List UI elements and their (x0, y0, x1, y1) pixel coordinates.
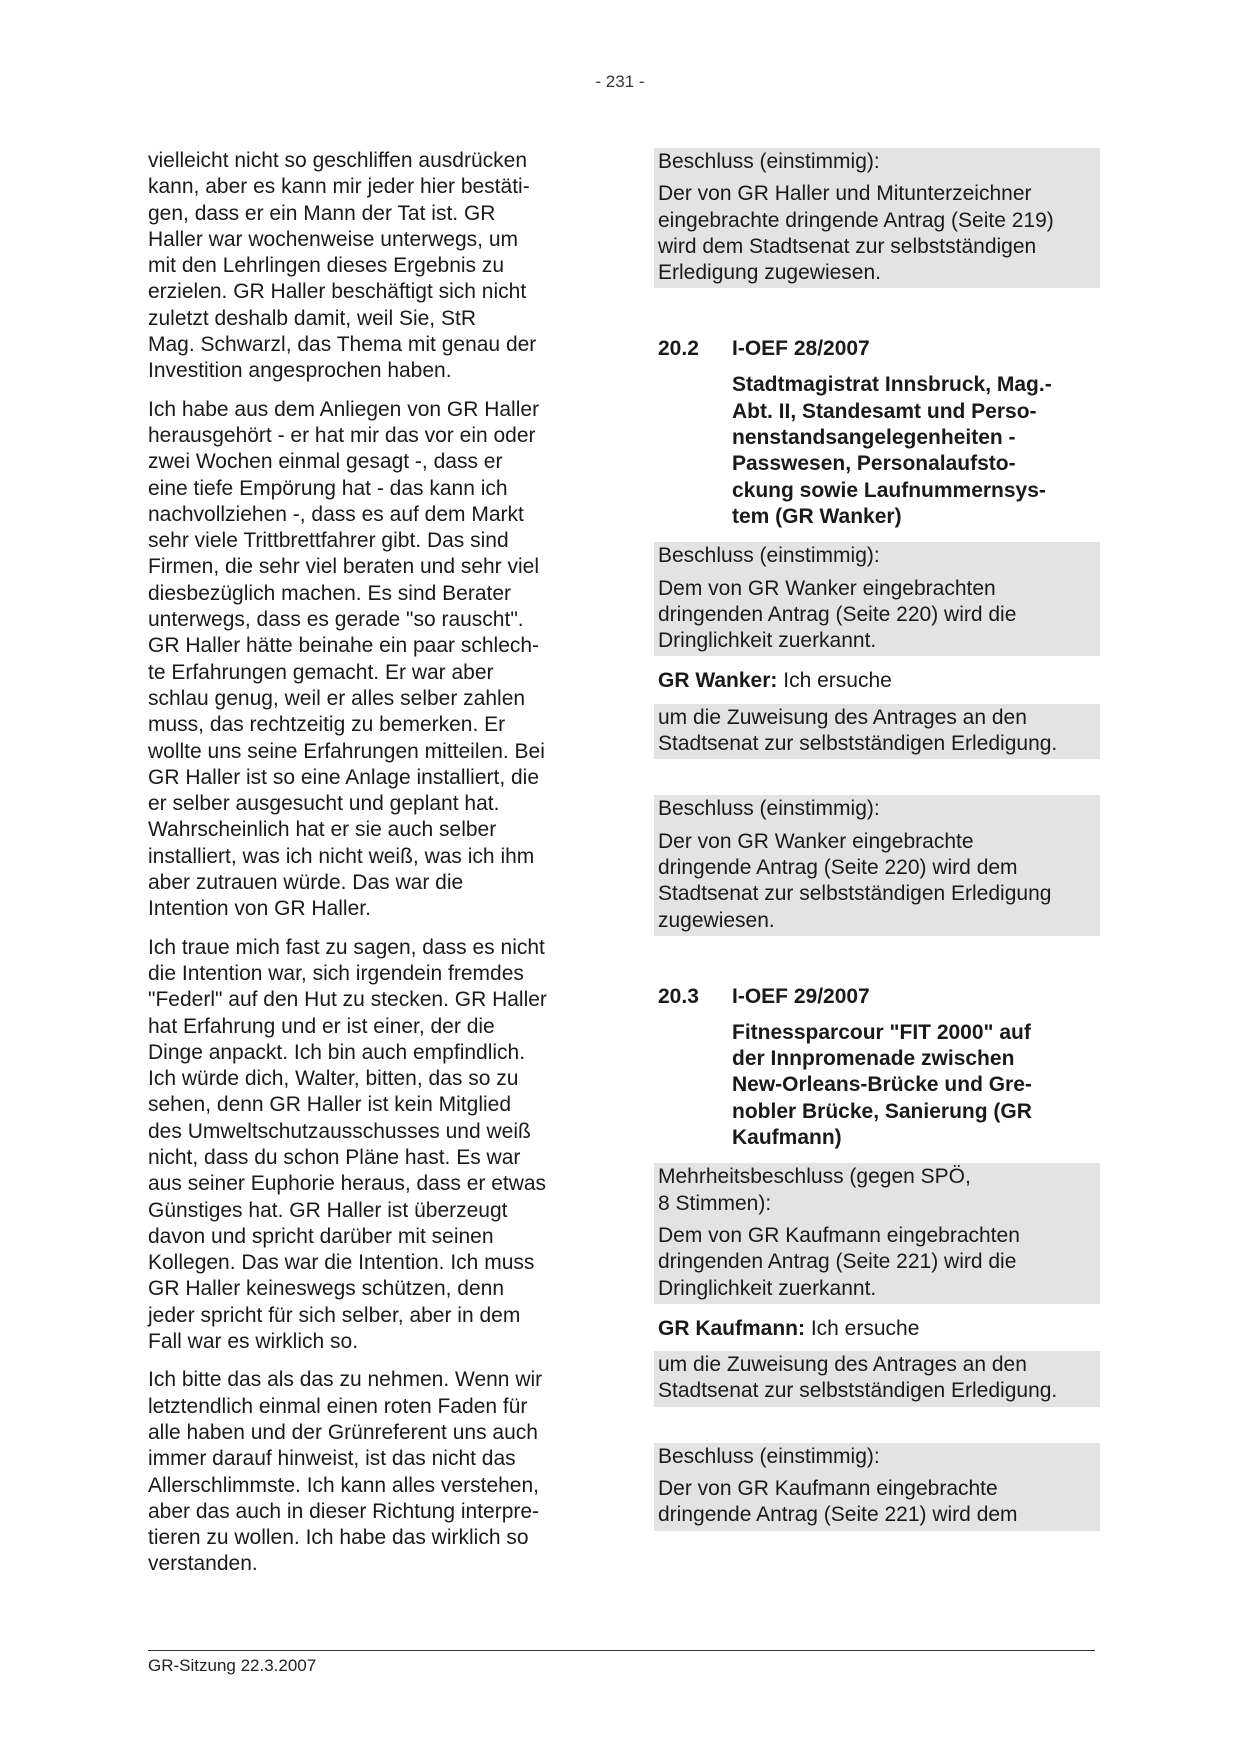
decision-heading: Mehrheitsbeschluss (gegen SPÖ, 8 Stimmen): (658, 1165, 971, 1215)
speaker-line (654, 668, 1100, 694)
page-number: - 231 - (595, 72, 645, 91)
agenda-item-heading (654, 984, 1100, 1010)
footer-divider (148, 1650, 1095, 1651)
decision-block (654, 1443, 1100, 1531)
agenda-item-title: Stadtmagistrat Innsbruck, Mag.- Abt. II, Standesamt und Perso- nenstandsangelegenheiten - Passwesen, Personalaufsto- ckung sowie Laufnummernsys- tem (GR Wanker) (732, 373, 1052, 528)
speaker-text: Ich ersuche (777, 669, 892, 693)
paragraph: Ich traue mich fast zu sagen, dass es nicht die Intention war, sich irgendein fremdes "Federl" auf den Hut zu stecken. GR Haller hat Erfahrung und er ist einer, der die Dinge anpackt. Ich bin auch empfindlich. Ich würde dich, Walter, bitten, das so zu sehen, denn GR Haller ist kein Mitglied des Umweltschutzausschusses und weiß nicht, dass du schon Pläne hast. Es war aus seiner Euphorie heraus, dass er etwas Günstiges hat. GR Haller ist überzeugt davon und spricht darüber mit seinen Kollegen. Das war die Intention. Ich muss GR Haller keineswegs schützen, denn jeder spricht für sich selber, aber in dem Fall war es wirklich so. (148, 935, 547, 1354)
agenda-item-code: I-OEF 28/2007 (732, 337, 870, 361)
agenda-item-heading (654, 336, 1100, 362)
agenda-item-title: Fitnessparcour "FIT 2000" auf der Innpromenade zwischen New-Orleans-Brücke und Gre- nobler Brücke, Sanierung (GR Kaufmann) (732, 1020, 1032, 1150)
decision-heading: Beschluss (einstimmig): (658, 797, 880, 821)
speaker-name: GR Wanker: (658, 669, 778, 693)
decision-text: Der von GR Wanker eingebrachte dringende Antrag (Seite 220) wird dem Stadtsenat zur selbstständigen Erledigung zugewiesen. (658, 829, 1052, 932)
right-column (654, 148, 1100, 1531)
agenda-item-number: 20.2 (658, 337, 699, 361)
paragraph: vielleicht nicht so geschliffen ausdrücken kann, aber es kann mir jeder hier bestäti- gen, dass er ein Mann der Tat ist. GR Haller war wochenweise unterwegs, um mit den Lehrlingen dieses Ergebnis zu erzielen. GR Haller beschäftigt sich nicht zuletzt deshalb damit, weil Sie, StR Mag. Schwarzl, das Thema mit genau der Investition angesprochen haben. (148, 149, 537, 383)
paragraph: Ich bitte das als das zu nehmen. Wenn wir letztendlich einmal einen roten Faden für alle haben und der Grünreferent uns auch immer darauf hinweist, ist das nicht das Allerschlimmste. Ich kann alles verstehen, aber das auch in dieser Richtung interpre- tieren zu wollen. Ich habe das wirklich so verstanden. (148, 1368, 543, 1576)
speaker-text: Ich ersuche (805, 1316, 920, 1340)
paragraph: Ich habe aus dem Anliegen von GR Haller herausgehört - er hat mir das vor ein oder zwei Wochen einmal gesagt -, dass er eine tiefe Empörung hat - das kann ich nachvollziehen -, dass es auf dem Markt sehr viele Trittbrettfahrer gibt. Das sind Firmen, die sehr viel beraten und sehr viel diesbezüglich machen. Es sind Berater unterwegs, dass es gerade "so rauscht". GR Haller hätte beinahe ein paar schlech- te Erfahrungen gemacht. Er war aber schlau genug, weil er alles selber zahlen muss, das rechtzeitig zu bemerken. Er wollte uns seine Erfahrungen mitteilen. Bei GR Haller ist so eine Anlage installiert, die er selber ausgesucht und geplant hat. Wahrscheinlich hat er sie auch selber installiert, was ich nicht weiß, was ich ihm aber zutrauen würde. Das war die Intention von GR Haller. (148, 397, 545, 921)
agenda-item-number: 20.3 (658, 984, 699, 1008)
decision-block (654, 148, 1100, 288)
decision-text: Der von GR Haller und Mitunterzeichner eingebrachte dringende Antrag (Seite 219) wird dem Stadtsenat zur selbstständigen Erledigung zugewiesen. (658, 182, 1054, 285)
decision-heading: Beschluss (einstimmig): (658, 150, 880, 173)
speaker-line (654, 1316, 1100, 1342)
decision-block (654, 795, 1100, 935)
speaker-name: GR Kaufmann: (658, 1316, 805, 1340)
decision-block (654, 542, 1100, 656)
request-text: um die Zuweisung des Antrages an den Stadtsenat zur selbstständigen Erledigung. (654, 1351, 1100, 1407)
agenda-item-code: I-OEF 29/2007 (732, 984, 870, 1008)
footer-text: GR-Sitzung 22.3.2007 (148, 1656, 317, 1675)
decision-heading: Beschluss (einstimmig): (658, 544, 880, 568)
decision-text: Dem von GR Kaufmann eingebrachten dringenden Antrag (Seite 221) wird die Dringlichkeit zuerkannt. (658, 1223, 1020, 1300)
request-text: um die Zuweisung des Antrages an den Stadtsenat zur selbstständigen Erledigung. (654, 704, 1100, 760)
decision-block (654, 1163, 1100, 1303)
decision-heading: Beschluss (einstimmig): (658, 1444, 880, 1468)
decision-text: Der von GR Kaufmann eingebrachte dringende Antrag (Seite 221) wird dem (658, 1476, 1018, 1527)
left-column (148, 148, 588, 1590)
decision-text: Dem von GR Wanker eingebrachten dringenden Antrag (Seite 220) wird die Dringlichkeit zuerkannt. (658, 576, 1017, 653)
